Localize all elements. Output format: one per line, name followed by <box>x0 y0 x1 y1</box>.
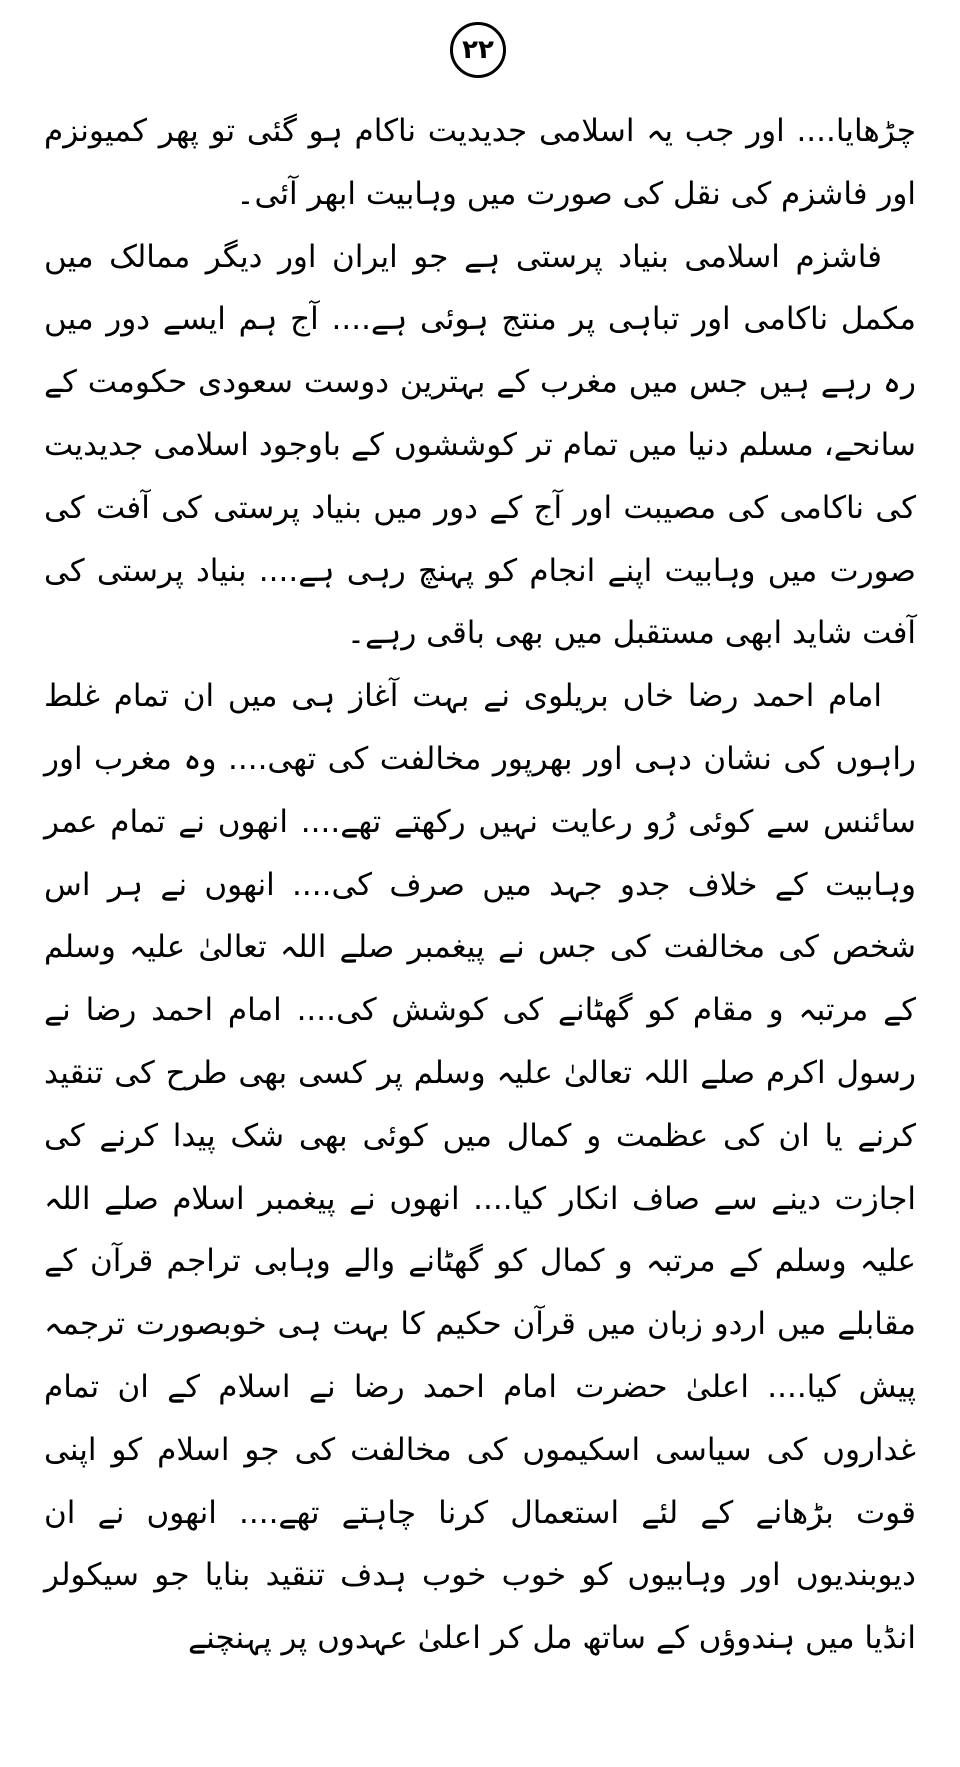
paragraph-2: فاشزم اسلامی بنیاد پرستی ہے جو ایران اور دیگر ممالک میں مکمل ناکامی اور تباہی پر منتج ہوئی ہے.... آج ہم ایسے دور میں رہ رہے ہیں جس میں مغرب کے بہترین دوست سعودی حکومت کے سانحے، مسلم دنیا میں تمام تر کوششوں کے باوجود اسلامی جدیدیت کی ناکامی کی مصیبت اور آج کے دور میں بنیاد پرستی کی آفت کی صورت میں وہابیت اپنے انجام کو پہنچ رہی ہے.... بنیاد پرستی کی آفت شاید ابھی مستقبل میں بھی باقی رہے۔ <box>44 238 916 652</box>
page-number: ۲۲ <box>450 22 506 78</box>
body-text <box>44 100 916 1670</box>
paragraph-1: چڑھایا.... اور جب یہ اسلامی جدیدیت ناکام ہو گئی تو پھر کمیونزم اور فاشزم کی نقل کی صورت میں وہابیت ابھر آئی۔ <box>44 113 916 212</box>
paragraph-3: امام احمد رضا خاں بریلوی نے بہت آغاز ہی میں ان تمام غلط راہوں کی نشان دہی اور بھرپور مخالفت کی تھی.... وہ مغرب اور سائنس سے کوئی رُو رعایت نہیں رکھتے تھے.... انھوں نے تمام عمر وہابیت کے خلاف جدو جہد میں صرف کی.... انھوں نے ہر اس شخص کی مخالفت کی جس نے پیغمبر صلے اللہ تعالیٰ علیہ وسلم کے مرتبہ و مقام کو گھٹانے کی کوشش کی.... امام احمد رضا نے رسول اکرم صلے اللہ تعالیٰ علیہ وسلم پر کسی بھی طرح کی تنقید کرنے یا ان کی عظمت و کمال میں کوئی بھی شک پیدا کرنے کی اجازت دینے سے صاف انکار کیا.... انھوں نے پیغمبر اسلام صلے اللہ علیہ وسلم کے مرتبہ و کمال کو گھٹانے والے وہابی تراجم قرآن کے مقابلے میں اردو زبان میں قرآن حکیم کا بہت ہی خوبصورت ترجمہ پیش کیا.... اعلیٰ حضرت امام احمد رضا نے اسلام کے ان تمام غداروں کی سیاسی اسکیموں کی مخالفت کی جو اسلام کو اپنی قوت بڑھانے کے لئے استعمال کرنا چاہتے تھے.... انھوں نے ان دیوبندیوں اور وہابیوں کو خوب خوب ہدف تنقید بنایا جو سیکولر انڈیا میں ہندوؤں کے ساتھ مل کر اعلیٰ عہدوں پر پہنچنے <box>44 678 916 1657</box>
